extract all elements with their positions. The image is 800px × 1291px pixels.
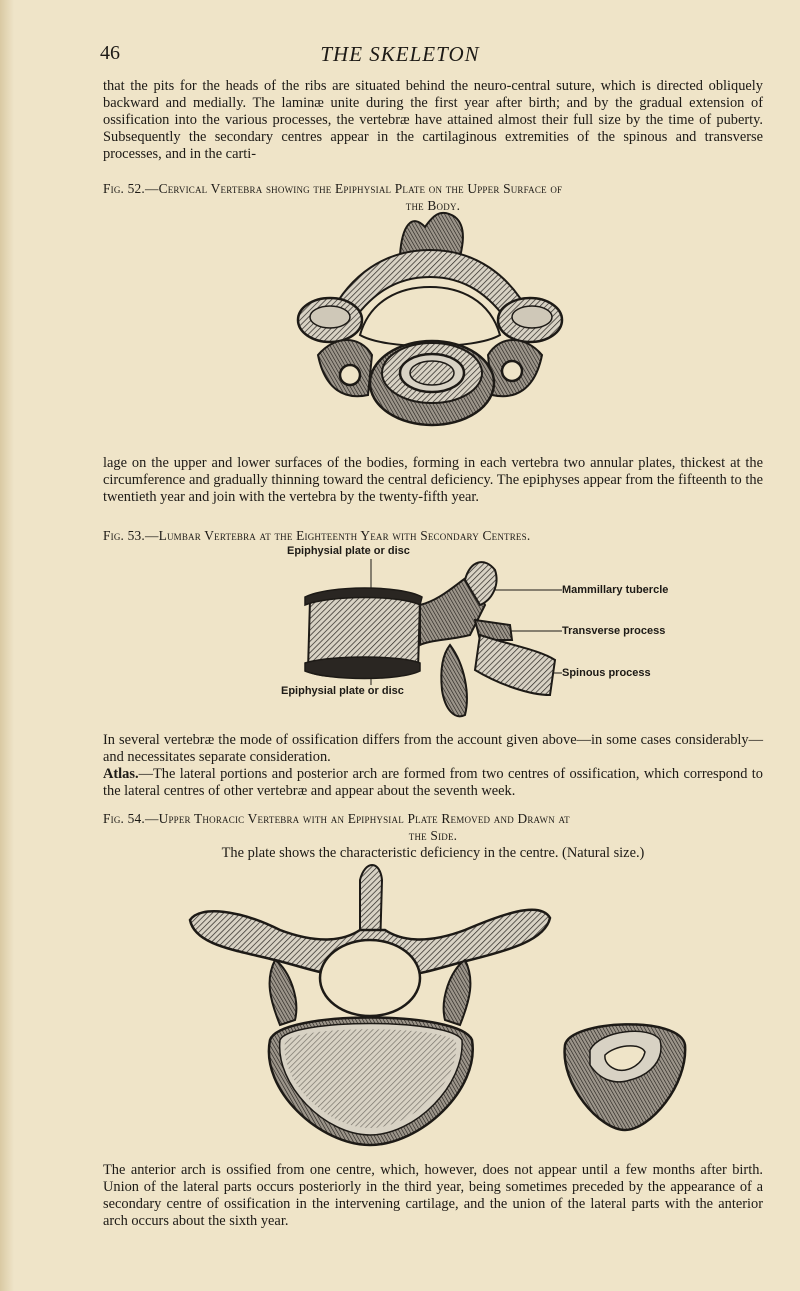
fig54-note: The plate shows the characteristic deficiency in the centre. (Natural size.) bbox=[221, 845, 645, 861]
fig54-caption bbox=[103, 810, 763, 844]
paragraph-1: that the pits for the heads of the ribs are situated behind the neuro-central suture, which is directed obliquely backward and medially. The laminæ unite during the first year after birth; and by the gradual extension of ossification into the various processes, the vertebræ have attained almost their full size by the time of puberty. Subsequently the secondary centres appear in the cartilaginous extremities of the spinous and transverse processes, and in the carti- bbox=[103, 78, 763, 162]
fig54-caption-line2: the Side. bbox=[408, 828, 458, 843]
paragraph-2: lage on the upper and lower surfaces of the bodies, forming in each vertebra two annular plates, thickest at the circumference and gradually thinning toward the central deficiency. The epiphyses appear from the fifteenth to the twentieth year and join with the vertebra by the twenty-fifth year. bbox=[103, 455, 763, 505]
label-mammillary-tubercle: Mammillary tubercle bbox=[562, 584, 669, 596]
page-number: 46 bbox=[100, 42, 120, 64]
page-edge bbox=[0, 0, 14, 1291]
paragraph-5: The anterior arch is ossified from one centre, which, however, does not appear until a few months after birth. Union of the lateral parts occurs posteriorly in the third year, being sometimes preceded by the appearance of a secondary centre of ossification in the intervening cartilage, and the union of the lateral parts with the anterior arch occurs about the sixth year. bbox=[103, 1162, 763, 1229]
fig52-caption-line2: the Body. bbox=[405, 198, 461, 213]
label-epiphysial-plate-bottom: Epiphysial plate or disc bbox=[281, 685, 404, 697]
running-title: THE SKELETON bbox=[320, 42, 480, 66]
fig52-cervical-vertebra-illustration bbox=[290, 205, 570, 445]
page-header bbox=[0, 42, 800, 72]
fig53-lumbar-vertebra-figure bbox=[270, 545, 690, 725]
fig54-epiphysial-plate-ring bbox=[565, 1024, 686, 1130]
fig54-caption-line1: Fig. 54.—Upper Thoracic Vertebra with an Epiphysial Plate Removed and Drawn at bbox=[103, 811, 570, 826]
label-transverse-process: Transverse process bbox=[562, 625, 666, 637]
fig54-thoracic-vertebra-illustration bbox=[180, 860, 700, 1150]
paragraph-4-text: —The lateral portions and posterior arch are formed from two centres of ossification, which correspond to the lateral centres of other vertebræ and appear about the seventh week. bbox=[103, 766, 763, 799]
paragraph-4 bbox=[103, 766, 763, 800]
fig52-caption-line1: Fig. 52.—Cervical Vertebra showing the Epiphysial Plate on the Upper Surface of bbox=[103, 181, 563, 196]
paragraph-4-lead: Atlas. bbox=[103, 766, 139, 782]
label-spinous-process: Spinous process bbox=[562, 667, 651, 679]
fig53-caption: Fig. 53.—Lumbar Vertebra at the Eighteenth Year with Secondary Centres. bbox=[103, 528, 531, 543]
paragraph-3: In several vertebræ the mode of ossification differs from the account given above—in some cases considerably—and necessitates separate consideration. bbox=[103, 732, 763, 765]
fig53-lumbar-vertebra-illustration bbox=[270, 545, 570, 725]
label-epiphysial-plate-top: Epiphysial plate or disc bbox=[287, 545, 410, 557]
